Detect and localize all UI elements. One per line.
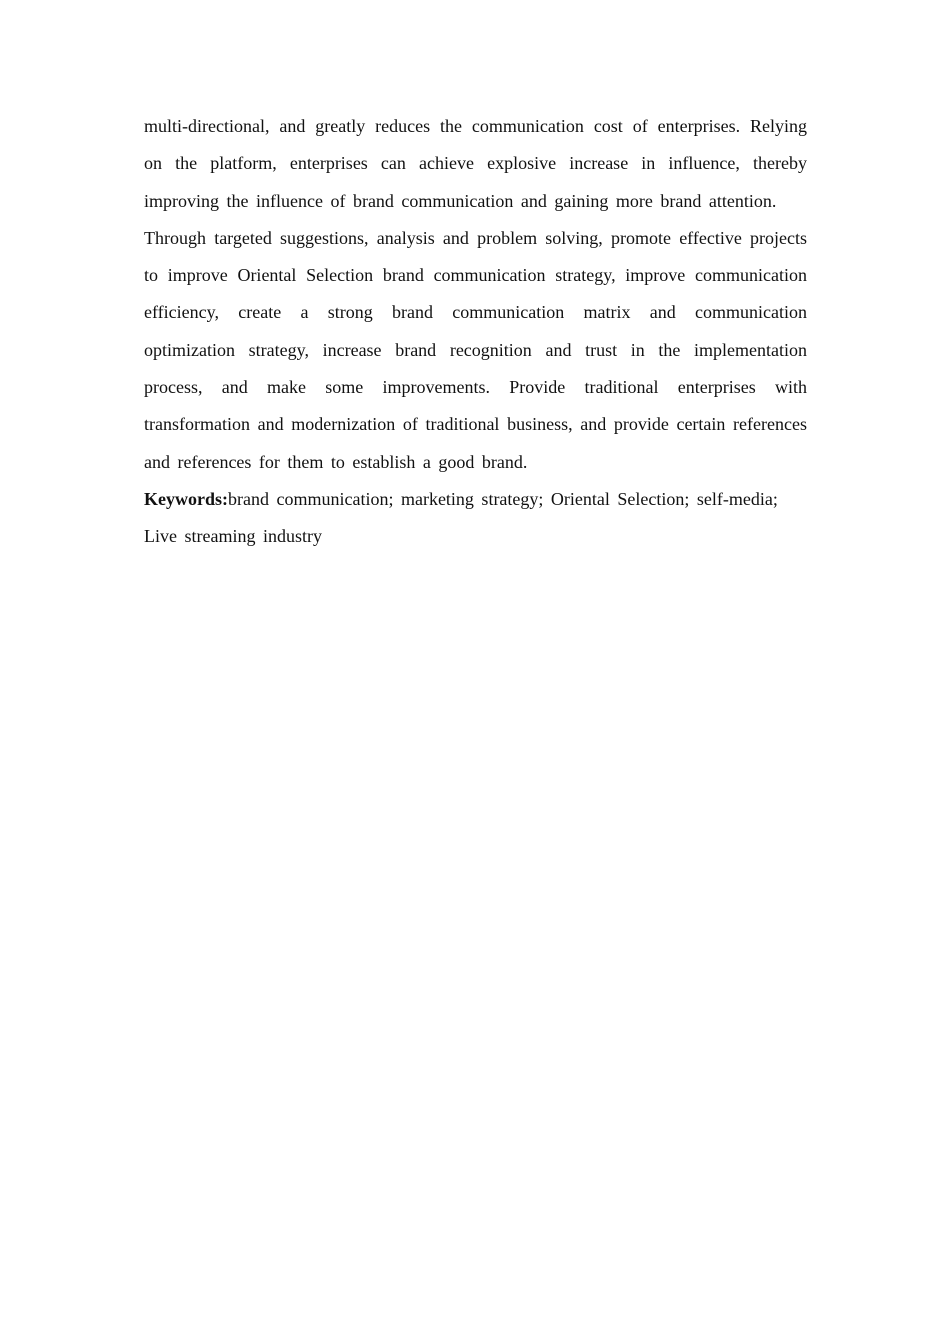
keywords-label: Keywords: — [144, 488, 228, 509]
paragraph-2: Through targeted suggestions, analysis and problem solving, promote effective projects to improve Oriental Selection brand communication strategy, improve communication efficiency, create a strong brand communication matrix and communication optimization strategy, increase brand recognition and trust in the implementation process, and make some improvements. Provide traditional enterprises with transformation and modernization of traditional business, and provide certain references and references for them to establish a good brand. — [144, 227, 807, 472]
document-body — [144, 108, 807, 556]
keywords-line — [144, 481, 807, 556]
keywords-text: brand communication; marketing strategy; Oriental Selection; self-media; Live streaming industry — [144, 488, 778, 547]
paragraph-1: multi-directional, and greatly reduces the communication cost of enterprises. Relying on the platform, enterprises can achieve explosive increase in influence, thereby improving the influence of brand communication and gaining more brand attention. — [144, 116, 807, 211]
